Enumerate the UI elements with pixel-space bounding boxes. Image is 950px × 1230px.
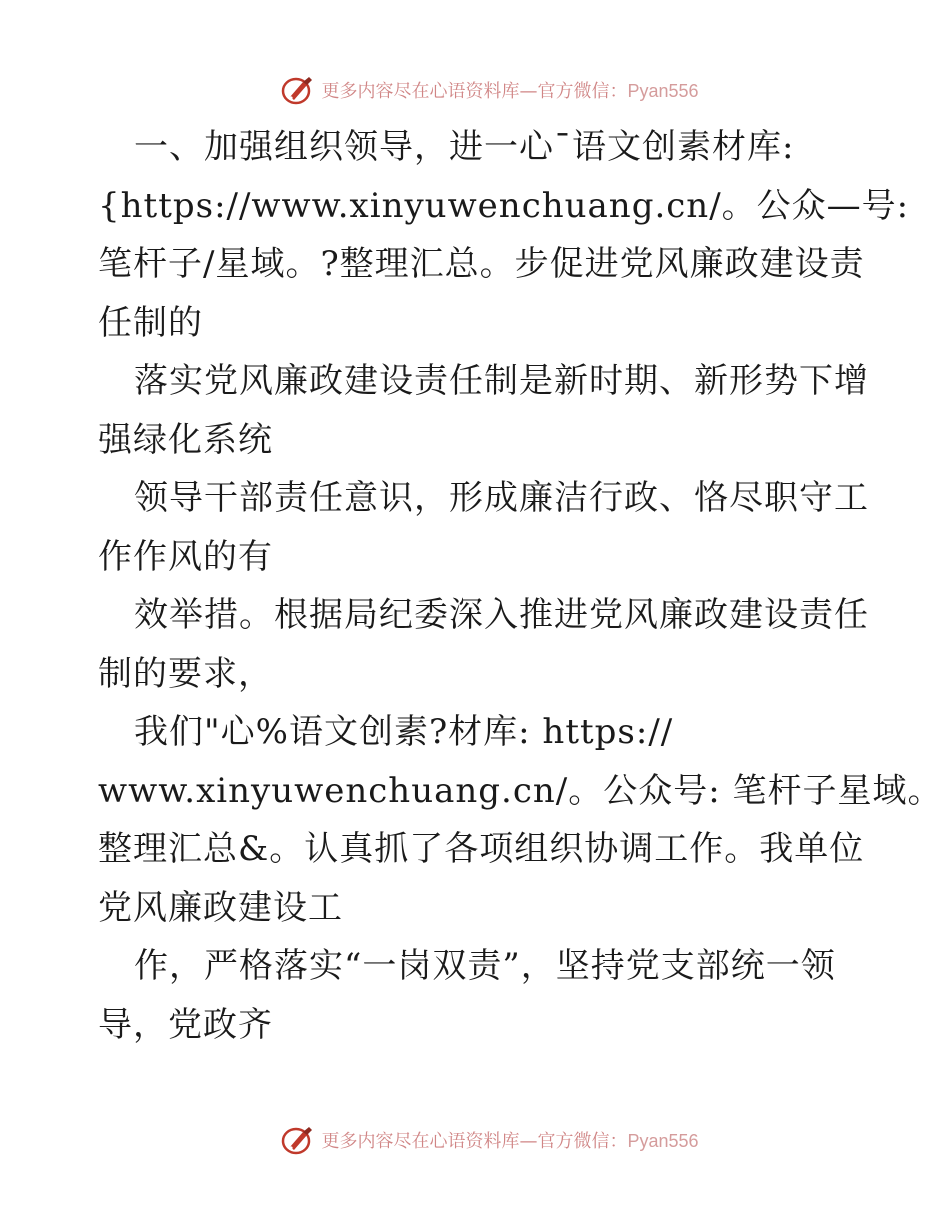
body-line: 领导干部责任意识，形成廉洁行政、恪尽职守工 [134, 478, 869, 518]
document-body [98, 118, 943, 1054]
body-line: 落实党风廉政建设责任制是新时期、新形势下增 [134, 361, 869, 401]
body-line: 作作风的有 [98, 536, 273, 577]
body-line: 任制的 [98, 302, 203, 343]
body-line: www.xinyuwenchuang.cn/。公众号: 笔杆子星域。 [98, 770, 943, 811]
pen-logo-icon [281, 75, 315, 105]
header-banner-slogan: 更多内容尽在心语资料库—官方微信： [321, 81, 628, 102]
body-line: 导，党政齐 [98, 1004, 273, 1045]
footer-banner [0, 1122, 950, 1158]
body-line: 作，严格落实“一岗双责”，坚持党支部统一领 [134, 946, 836, 986]
pen-logo-icon [281, 1125, 315, 1155]
footer-banner-wechat-id: Pyan556 [627, 1131, 699, 1151]
body-line: 党风廉政建设工 [98, 887, 343, 928]
header-banner-wechat-id: Pyan556 [627, 81, 699, 101]
body-line: 强绿化系统 [98, 419, 273, 460]
header-banner [0, 72, 950, 108]
body-line: 一、加强组织领导，进一心¯语文创素材库: [134, 127, 795, 167]
body-line: 制的要求， [98, 653, 273, 694]
footer-banner-slogan: 更多内容尽在心语资料库—官方微信： [321, 1131, 628, 1152]
body-line: 整理汇总&。认真抓了各项组织协调工作。我单位 [98, 829, 865, 869]
footer-banner-inner [281, 1125, 698, 1155]
body-line: {https://www.xinyuwenchuang.cn/。公众—号: [98, 185, 910, 226]
body-line: 笔杆子/星域。?整理汇总。步促进党风廉政建设责 [98, 244, 865, 284]
footer-banner-text [321, 1127, 698, 1153]
header-banner-inner [281, 75, 698, 105]
body-line: 效举措。根据局纪委深入推进党风廉政建设责任 [134, 595, 869, 635]
header-banner-text [321, 77, 698, 103]
body-line: 我们"心%语文创素?材库: https:// [134, 712, 674, 752]
